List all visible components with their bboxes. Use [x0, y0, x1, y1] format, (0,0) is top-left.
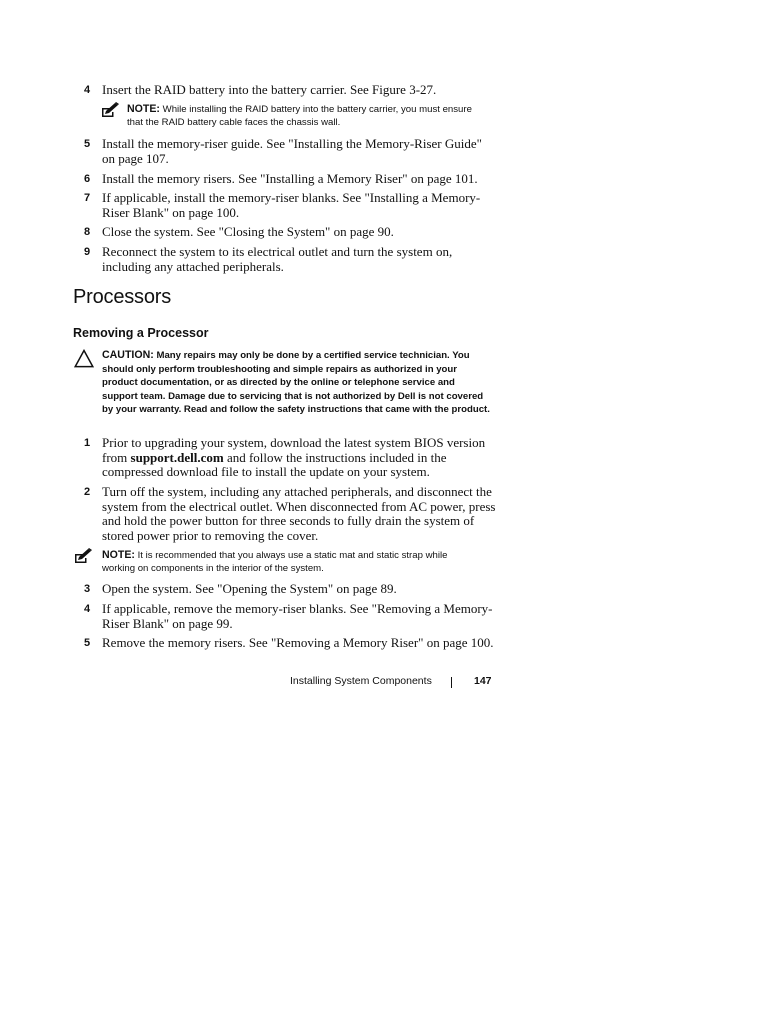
step-text: Reconnect the system to its electrical outlet and turn the system on, including any attached peripherals. [102, 244, 453, 274]
step-text-part: and follow the instructions included in the compressed download file to install the update on your system. [102, 449, 447, 480]
step-install-memory-risers [84, 172, 494, 187]
step-text: Close the system. See "Closing the System" on page 90. [102, 224, 394, 239]
step-text: If applicable, install the memory-riser blanks. See "Installing a Memory-Riser Blank" on page 100. [102, 190, 481, 220]
caution-service-technician [102, 349, 492, 417]
step-number: 5 [84, 138, 91, 150]
step-text: Remove the memory risers. See "Removing a Memory Riser" on page 100. [102, 635, 494, 650]
note-text: It is recommended that you always use a static mat and static strap while working on components in the interior of the system. [102, 550, 448, 574]
step-install-raid-battery [84, 83, 494, 98]
step-number: 2 [84, 486, 91, 498]
caution-triangle-icon [74, 349, 94, 368]
step-close-system [84, 225, 494, 240]
step-number: 1 [84, 437, 91, 449]
step-text: Turn off the system, including any attached peripherals, and disconnect the system from the electrical outlet. When disconnected from AC power, press and hold the power button for three seconds to fully drain the system of stored power prior to removing the cover. [102, 484, 496, 543]
note-label: NOTE: [127, 103, 160, 115]
footer-chapter-title: Installing System Components [290, 675, 432, 687]
note-text: While installing the RAID battery into the battery carrier, you must ensure that the RAID battery cable faces the chassis wall. [127, 104, 472, 128]
step-text-part: Prior to upgrading your system, download the latest system BIOS version from [102, 435, 486, 465]
step-remove-memory-riser-blanks [84, 602, 496, 631]
step-text: Install the memory risers. See "Installing a Memory Riser" on page 101. [102, 171, 478, 186]
note-raid-battery [127, 103, 477, 129]
step-number: 6 [84, 173, 91, 185]
step-number: 5 [84, 637, 91, 649]
caution-label: CAUTION: [102, 349, 154, 361]
caution-text: Many repairs may only be done by a certified service technician. You should only perform troubleshooting and simple repairs as authorized in your product documentation, or as directed by the online or telephone service and support team. Damage due to servicing that is not authorized by Dell is not covered by your warranty. Read and follow the safety instructions that came with the product. [102, 350, 490, 416]
step-number: 4 [84, 603, 91, 615]
step-text: If applicable, remove the memory-riser blanks. See "Removing a Memory-Riser Blank" on page 99. [102, 601, 493, 631]
section-title: Processors [73, 286, 172, 308]
note-pencil-icon [101, 102, 120, 118]
subsection-title: Removing a Processor [73, 326, 209, 340]
footer-divider [451, 677, 452, 688]
step-open-system [84, 582, 496, 597]
footer-page-number: 147 [474, 675, 492, 687]
step-number: 3 [84, 583, 91, 595]
step-text [102, 436, 496, 480]
support-link[interactable]: support.dell.com [130, 449, 224, 465]
step-text: Insert the RAID battery into the battery carrier. See Figure 3-27. [102, 82, 437, 97]
step-text: Open the system. See "Opening the System" on page 89. [102, 581, 397, 596]
step-install-memory-riser-guide [84, 137, 494, 166]
step-remove-memory-risers [84, 636, 496, 651]
note-label: NOTE: [102, 549, 135, 561]
step-number: 8 [84, 226, 91, 238]
step-text: Install the memory-riser guide. See "Installing the Memory-Riser Guide" on page 107. [102, 136, 482, 166]
step-turn-off-system [84, 485, 496, 543]
step-install-memory-riser-blanks [84, 191, 494, 220]
step-number: 9 [84, 246, 91, 258]
note-pencil-icon [74, 548, 93, 564]
step-reconnect-system [84, 245, 494, 274]
step-upgrade-bios [84, 436, 496, 480]
step-number: 4 [84, 84, 91, 96]
note-static-mat [102, 549, 482, 575]
step-number: 7 [84, 192, 91, 204]
